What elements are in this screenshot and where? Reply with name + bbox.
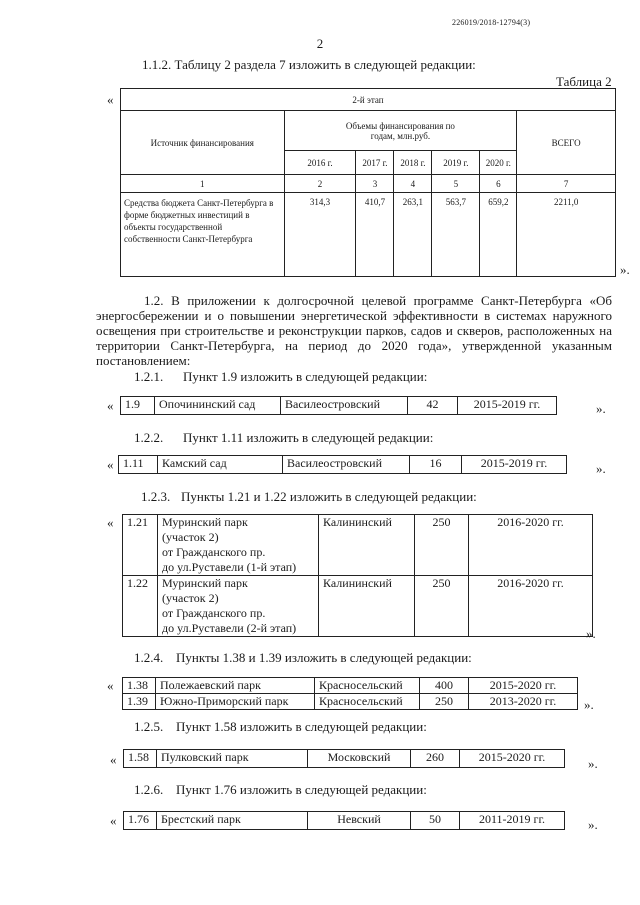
item-id: 1.9 (121, 397, 155, 415)
item-1-76-table (123, 811, 565, 830)
items-1-38-1-39-table (122, 677, 578, 710)
source-cell: Средства бюджета Санкт-Петербурга в форме бюджетных инвестиций в объекты государственной собственности Санкт-Петербурга (121, 193, 285, 277)
item-name: Пулковский парк (157, 750, 308, 768)
item-district: Невский (308, 812, 411, 830)
item-1-11-table (118, 455, 567, 474)
value-cell: 563,7 (432, 193, 480, 277)
item-value: 260 (411, 750, 460, 768)
item-period: 2015-2019 гг. (458, 397, 557, 415)
item-value: 42 (408, 397, 458, 415)
section-1-2-4-num: 1.2.4. (134, 650, 164, 665)
section-1-2-3-num: 1.2.3. (141, 489, 171, 504)
year-header: 2016 г. (284, 151, 356, 175)
quote-close: ». (620, 262, 630, 277)
section-1-2-2-num: 1.2.2. (134, 430, 164, 445)
item-1-58-table (123, 749, 565, 768)
item-id: 1.11 (119, 456, 158, 474)
stage-header: 2-й этап (121, 89, 616, 111)
item-1-9-table (120, 396, 557, 415)
item-name: Брестский парк (157, 812, 308, 830)
item-period: 2016-2020 гг. (469, 515, 593, 576)
item-district: Красносельский (315, 678, 420, 694)
year-header: 2018 г. (394, 151, 432, 175)
column-number: 1 (121, 175, 285, 193)
year-header: 2019 г. (432, 151, 480, 175)
item-name: Камский сад (158, 456, 283, 474)
section-1-2-4-text: Пункты 1.38 и 1.39 изложить в следующей редакции: (176, 650, 472, 665)
item-id: 1.21 (123, 515, 158, 576)
item-period: 2016-2020 гг. (469, 576, 593, 637)
item-district: Красносельский (315, 694, 420, 710)
item-name: Полежаевский парк (156, 678, 315, 694)
item-period: 2013-2020 гг. (469, 694, 578, 710)
section-1-1-2-text: 1.1.2. Таблицу 2 раздела 7 изложить в следующей редакции: (142, 57, 476, 72)
item-name: Муринский парк (участок 2) от Гражданского пр. до ул.Руставели (1-й этап) (158, 515, 319, 576)
value-cell: 659,2 (480, 193, 517, 277)
section-1-2-text: 1.2. В приложении к долгосрочной целевой программе Санкт-Петербурга «Об энергосбережении и о повышении энергетической эффективности в системах наружного освещения при строительстве и реконструкции парков, садов и скверов, расположенных на территории Санкт-Петербурга, на период до 2020 года», утвержденной указанным постановлением: (96, 293, 612, 368)
item-period: 2015-2020 гг. (469, 678, 578, 694)
item-value: 250 (415, 515, 469, 576)
section-1-2-6-num: 1.2.6. (134, 782, 164, 797)
column-number: 2 (284, 175, 356, 193)
section-1-2-1-num: 1.2.1. (134, 369, 164, 384)
item-district: Василеостровский (283, 456, 410, 474)
item-id: 1.76 (124, 812, 157, 830)
value-cell: 314,3 (284, 193, 356, 277)
item-district: Калининский (319, 576, 415, 637)
item-period: 2015-2019 гг. (462, 456, 567, 474)
item-value: 250 (420, 694, 469, 710)
items-1-21-1-22-table (122, 514, 593, 637)
column-number: 7 (517, 175, 616, 193)
item-period: 2015-2020 гг. (460, 750, 565, 768)
page-number: 2 (316, 36, 324, 51)
year-header: 2017 г. (356, 151, 394, 175)
financing-table (120, 88, 616, 277)
item-period: 2011-2019 гг. (460, 812, 565, 830)
column-number: 5 (432, 175, 480, 193)
item-id: 1.22 (123, 576, 158, 637)
item-value: 400 (420, 678, 469, 694)
volumes-header: Объемы финансирования по годам, млн.руб. (284, 111, 517, 151)
item-value: 16 (410, 456, 462, 474)
year-header: 2020 г. (480, 151, 517, 175)
table-caption: Таблица 2 (556, 74, 612, 89)
section-1-2-5-text: Пункт 1.58 изложить в следующей редакции: (176, 719, 427, 734)
item-value: 50 (411, 812, 460, 830)
section-1-2-1-text: Пункт 1.9 изложить в следующей редакции: (183, 369, 428, 384)
item-district: Василеостровский (281, 397, 408, 415)
item-name: Муринский парк (участок 2) от Гражданского пр. до ул.Руставели (2-й этап) (158, 576, 319, 637)
item-id: 1.58 (124, 750, 157, 768)
source-header: Источник финансирования (121, 111, 285, 175)
quote-open: « (107, 92, 114, 107)
item-id: 1.38 (123, 678, 156, 694)
document-code: 226019/2018-12794(3) (452, 18, 531, 27)
item-district: Московский (308, 750, 411, 768)
column-number: 4 (394, 175, 432, 193)
value-cell: 410,7 (356, 193, 394, 277)
total-cell: 2211,0 (517, 193, 616, 277)
section-1-2-6-text: Пункт 1.76 изложить в следующей редакции: (176, 782, 427, 797)
item-name: Опочининский сад (155, 397, 281, 415)
value-cell: 263,1 (394, 193, 432, 277)
item-name: Южно-Приморский парк (156, 694, 315, 710)
total-header: ВСЕГО (517, 111, 616, 175)
section-1-2-3-text: Пункты 1.21 и 1.22 изложить в следующей редакции: (181, 489, 477, 504)
item-value: 250 (415, 576, 469, 637)
column-number: 3 (356, 175, 394, 193)
item-id: 1.39 (123, 694, 156, 710)
column-number: 6 (480, 175, 517, 193)
section-1-2-2-text: Пункт 1.11 изложить в следующей редакции: (183, 430, 434, 445)
item-district: Калининский (319, 515, 415, 576)
section-1-2-5-num: 1.2.5. (134, 719, 164, 734)
